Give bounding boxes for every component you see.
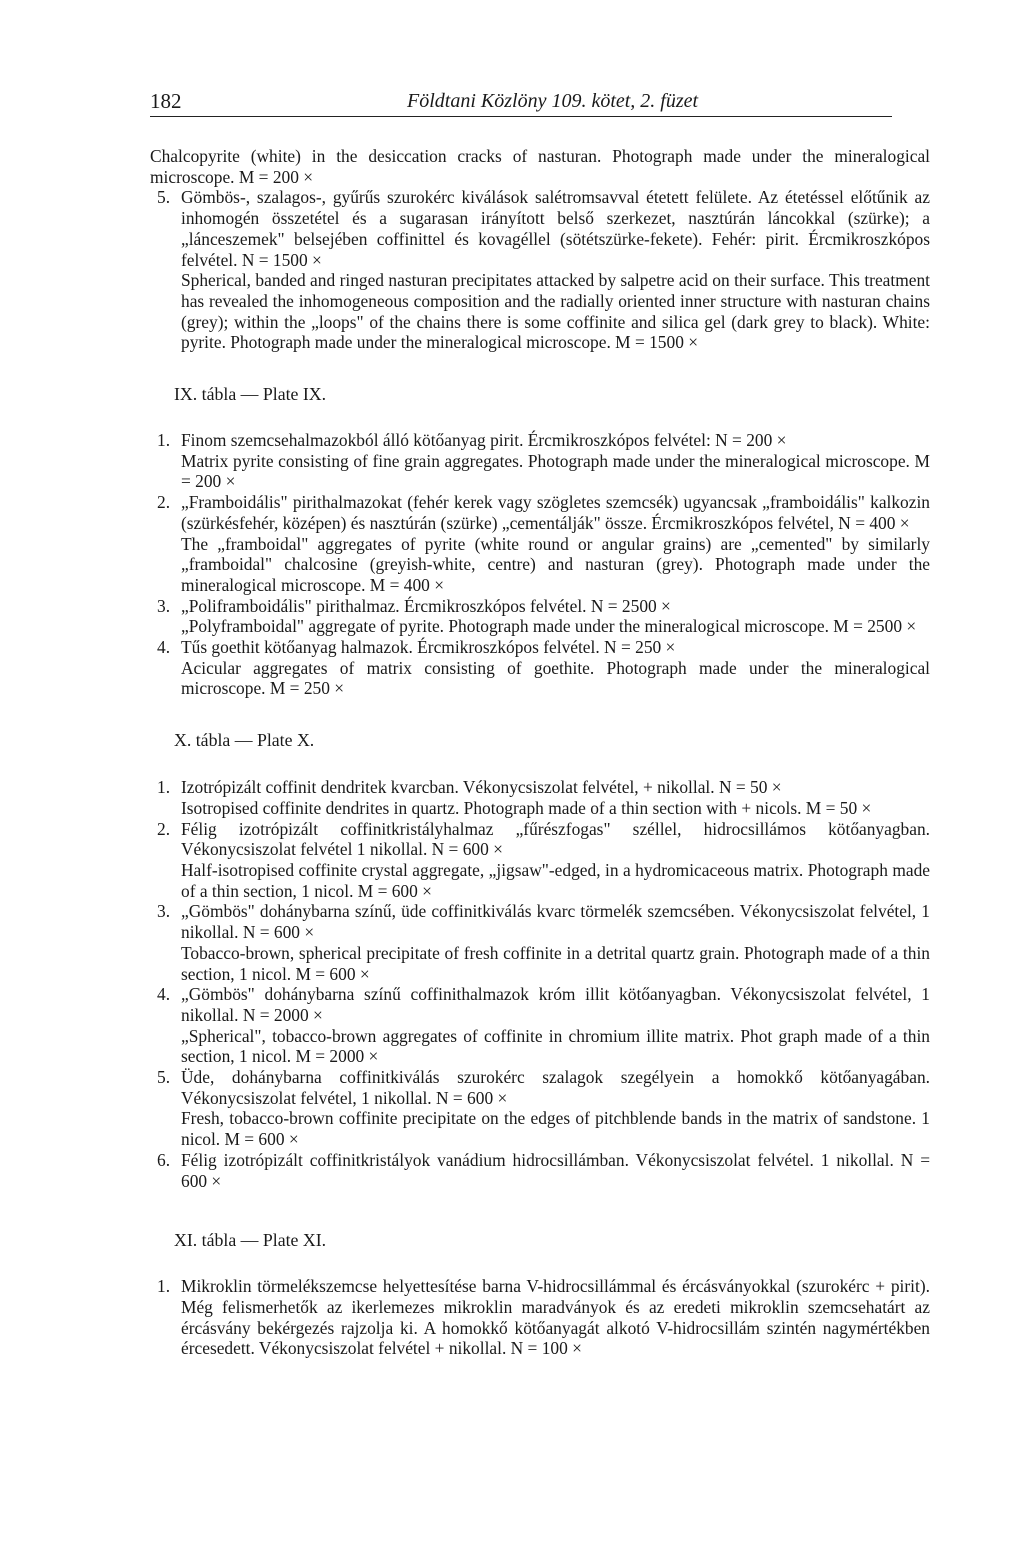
caption-en: „Spherical", tobacco-brown aggregates of coffinite in chromium illite matrix. Phot graph made of a thin section, 1 nicol. M = 2000 × <box>181 1025 930 1067</box>
plate-xi-title: XI. tábla — Plate XI. <box>174 1230 327 1251</box>
item-number: 4. <box>157 984 171 1005</box>
caption-en: Half-isotropised coffinite crystal aggregate, „jigsaw"-edged, in a hydromicaceous matrix. Photograph made of a thin section, 1 nicol. M = 600 × <box>181 859 930 901</box>
item-number: 2. <box>157 492 171 513</box>
caption-hu: Gömbös-, szalagos-, gyűrűs szurokérc kiválások salétromsavval étetett felülete. Az étetéssel előtűnik az inhomogén összetétel és a sugarasan irányított belső szerkezet, nasztúrán láncokkal (szürke); a „lánceszemek" belsejében coffinittel és kovagéllel (sötétszürke-fekete). Fehér: pirit. Ércmikroszkópos felvétel. N = 1500 × <box>181 187 930 270</box>
caption-hu: Finom szemcsehalmazokból álló kötőanyag pirit. Ércmikroszkópos felvétel: N = 200 × <box>181 430 787 451</box>
caption-en: Isotropised coffinite dendrites in quartz. Photograph made of a thin section with + nicols. M = 50 × <box>181 797 872 818</box>
plate-x-item-2 <box>150 819 930 902</box>
plate-viii-item-5 <box>150 187 930 353</box>
caption-en: Matrix pyrite consisting of fine grain aggregates. Photograph made under the mineralogical microscope. M = 200 × <box>181 450 930 492</box>
plate-xi-item-1 <box>150 1276 930 1359</box>
plate-x-item-1 <box>150 777 930 818</box>
caption-hu: „Framboidális" pirithalmazokat (fehér kerek vagy szögletes szemcsék) ugyancsak „framboidális" kalkozin (szürkésfehér, középen) és nasztúrán (szürke) „cementálják" össze. Ércmikroszkópos felvétel, N = 400 × <box>181 492 930 533</box>
running-header <box>150 86 892 117</box>
item-number: 1. <box>157 1276 171 1297</box>
plate-ix-title: IX. tábla — Plate IX. <box>174 384 327 405</box>
plate-x-item-4 <box>150 984 930 1067</box>
plate-ix-item-2 <box>150 492 930 596</box>
plate-ix-item-3 <box>150 596 930 637</box>
item-number: 5. <box>157 187 171 208</box>
caption-en: Spherical, banded and ringed nasturan precipitates attacked by salpetre acid on their surface. This treatment has revealed the inhomogeneous composition and the radially oriented inner structure with nasturan chains (grey); within the „loops" of the chains there is some coffinite and silica gel (dark grey to black). White: pyrite. Photograph made under the mineralogical microscope. M = 1500 × <box>181 270 930 353</box>
journal-title: Földtani Közlöny 109. kötet, 2. füzet <box>407 90 699 112</box>
item-number: 5. <box>157 1067 171 1088</box>
plate-ix-item-1 <box>150 430 930 492</box>
item-number: 1. <box>157 777 171 798</box>
caption-hu: „Poliframboidális" pirithalmaz. Ércmikroszkópos felvétel. N = 2500 × <box>181 595 671 616</box>
caption-en: Acicular aggregates of matrix consisting of goethite. Photograph made under the mineralogical microscope. M = 250 × <box>181 657 930 699</box>
caption-hu: Mikroklin törmelékszemcse helyettesítése barna V-hidrocsillámmal és ércásványokkal (szurokérc + pirit). Még felismerhetők az ikerlemezes mikroklin maradványok és az eredeti mikroklin szemcsehatárt az ércásvány bekérgezés rajzolja ki. A homokkő kötőanyagát alkotó V-hidrocsillám szintén nagymértékben ércesedett. Vékonycsiszolat felvétel + nikollal. N = 100 × <box>181 1276 930 1359</box>
caption-hu: Izotrópizált coffinit dendritek kvarcban. Vékonycsiszolat felvétel, + nikollal. N = 50 × <box>181 777 782 798</box>
item-number: 6. <box>157 1149 171 1170</box>
caption-hu: Üde, dohánybarna coffinitkiválás szurokérc szalagok szegélyein a homokkő kötőanyagában. Vékonycsiszolat felvétel, 1 nikollal. N = 600 × <box>181 1067 930 1108</box>
plate-x-item-6 <box>150 1150 930 1191</box>
item-number: 2. <box>157 818 171 839</box>
caption-hu: Félig izotrópizált coffinitkristályhalmaz „fűrészfogas" széllel, hidrocsillámos kötőanyagban. Vékonycsiszolat felvétel 1 nikollal. N = 600 × <box>181 818 930 860</box>
intro-caption-en: Chalcopyrite (white) in the desiccation cracks of nasturan. Photograph made under the mineralogical microscope. M = 200 × <box>150 146 930 187</box>
item-number: 1. <box>157 430 171 451</box>
plate-x-title: X. tábla — Plate X. <box>174 730 315 751</box>
plate-x-item-3 <box>150 901 930 984</box>
item-number: 4. <box>157 637 171 658</box>
page-body <box>150 146 930 1359</box>
caption-en: The „framboidal" aggregates of pyrite (white round or angular grains) are „cemented" by similarly „framboidal" chalcosine (greyish-white, centre) and nasturan (grey). Photograph made under the mineralogical microscope. M = 400 × <box>181 533 930 595</box>
caption-hu: Tűs goethit kötőanyag halmazok. Ércmikroszkópos felvétel. N = 250 × <box>181 637 676 658</box>
caption-hu: „Gömbös" dohánybarna színű, üde coffinitkiválás kvarc törmelék szemcsében. Vékonycsiszolat felvétel, 1 nikollal. N = 600 × <box>181 901 930 943</box>
caption-hu: „Gömbös" dohánybarna színű coffinithalmazok króm illit kötőanyagban. Vékonycsiszolat felvétel, 1 nikollal. N = 2000 × <box>181 984 930 1025</box>
page-number: 182 <box>150 89 182 113</box>
plate-x-item-5 <box>150 1067 930 1150</box>
plate-ix-item-4 <box>150 637 930 699</box>
caption-en: Tobacco-brown, spherical precipitate of fresh coffinite in a detrital quartz grain. Photograph made of a thin section, 1 nicol. M = 600 × <box>181 942 930 984</box>
caption-hu: Félig izotrópizált coffinitkristályok vanádium hidrocsillámban. Vékonycsiszolat felvétel. 1 nikollal. N = 600 × <box>181 1149 930 1191</box>
caption-en: „Polyframboidal" aggregate of pyrite. Photograph made under the mineralogical microscope. M = 2500 × <box>181 616 917 637</box>
item-number: 3. <box>157 595 171 616</box>
caption-en: Fresh, tobacco-brown coffinite precipitate on the edges of pitchblende bands in the matrix of sandstone. 1 nicol. M = 600 × <box>181 1108 930 1150</box>
item-number: 3. <box>157 901 171 922</box>
